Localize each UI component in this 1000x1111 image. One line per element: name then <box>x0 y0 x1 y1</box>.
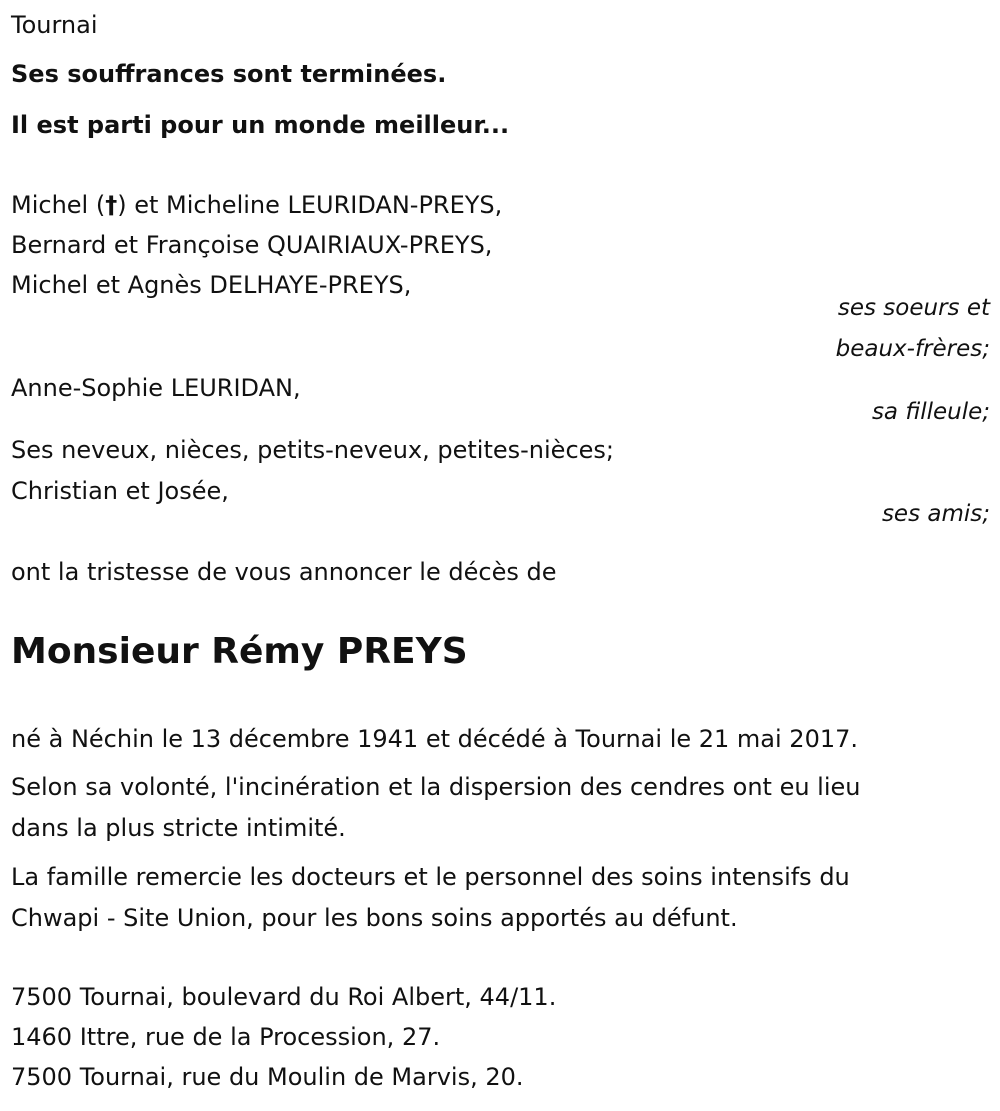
goddaughter-name: Anne-Sophie LEURIDAN, <box>11 374 301 402</box>
siblings-line-1 <box>11 190 502 220</box>
siblings-relation-1: ses soeurs et <box>837 295 990 321</box>
opening-line-1: Ses souffrances sont terminées. <box>11 60 447 88</box>
announcement-line: ont la tristesse de vous annoncer le décès de <box>11 558 557 586</box>
goddaughter-relation: sa filleule; <box>871 399 990 425</box>
friends-relation: ses amis; <box>881 501 990 527</box>
siblings-relation-2: beaux-frères; <box>835 336 990 362</box>
birth-death-line: né à Néchin le 13 décembre 1941 et décédé à Tournai le 21 mai 2017. <box>11 725 859 753</box>
address-line-2: 1460 Ittre, rue de la Procession, 27. <box>11 1023 441 1051</box>
relatives-line: Ses neveux, nièces, petits-neveux, petites-nièces; <box>11 436 614 464</box>
siblings-line-3: Michel et Agnès DELHAYE-PREYS, <box>11 271 412 299</box>
address-line-1: 7500 Tournai, boulevard du Roi Albert, 44/11. <box>11 983 557 1011</box>
siblings-line-1-b: ) et Micheline LEURIDAN-PREYS, <box>117 191 503 219</box>
friends-name: Christian et Josée, <box>11 477 229 505</box>
address-line-3: 7500 Tournai, rue du Moulin de Marvis, 20. <box>11 1063 524 1091</box>
siblings-line-2: Bernard et Françoise QUAIRIAUX-PREYS, <box>11 231 493 259</box>
opening-line-2: Il est parti pour un monde meilleur... <box>11 111 510 139</box>
location-heading: Tournai <box>11 11 98 39</box>
cross-icon: † <box>105 191 118 219</box>
deceased-name: Monsieur Rémy PREYS <box>11 631 468 672</box>
wishes-line-1: Selon sa volonté, l'incinération et la dispersion des cendres ont eu lieu <box>11 773 861 801</box>
thanks-line-2: Chwapi - Site Union, pour les bons soins apportés au défunt. <box>11 904 738 932</box>
wishes-line-2: dans la plus stricte intimité. <box>11 814 346 842</box>
siblings-line-1-a: Michel ( <box>11 191 106 219</box>
thanks-line-1: La famille remercie les docteurs et le personnel des soins intensifs du <box>11 863 850 891</box>
